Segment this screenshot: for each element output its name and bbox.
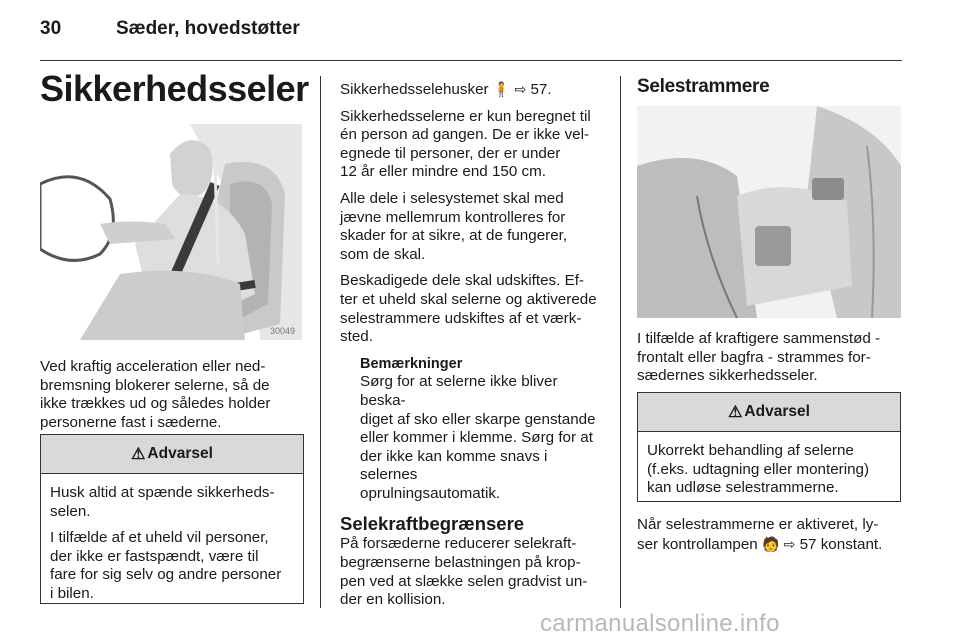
paragraph: Beskadigede dele skal udskiftes. Ef- ter et uheld skal selerne og aktiverede selestrammere udskiftes af et værk- sted. [340,272,597,346]
airbag-tensioner-lamp-icon: 🧑 [761,535,780,552]
section-heading: Selekraftbegrænsere [340,513,525,535]
paragraph: På forsæderne reducerer selekraft- begrænserne belastningen på krop- pen ved at slække selen gradvist un- der en kollision. [340,535,588,609]
image-code: 30049 [270,326,296,336]
paragraph: Alle dele i selesystemet skal med jævne mellemrum kontrolleres for skader for at sikre, at de fungerer, som de skal. [340,189,568,263]
reference-arrow-icon: ⇨ [783,535,796,552]
page-title: Sikkerhedsseler [40,68,309,109]
note-title: Bemærkninger [360,355,463,372]
warning-box-buckle-up [40,434,304,604]
control-lamp-paragraph: Når selestrammerne er aktiveret, ly- ser kontrollampen 🧑 ⇨ 57 konstant. [637,516,883,553]
warning-header: ⚠ Advarsel [638,393,900,432]
warning-body: Husk altid at spænde sikkerheds- selen. I tilfælde af et uheld vil personer, der ikke er fastspændt, være til fare for sig selv og andre personer i bilen. [50,484,282,602]
note-block: Bemærkninger Sørg for at selerne ikke bliver beska- diget af sko eller skarpe genstande eller kommer i klemme. Sørg for at der ikke kan komme snavs i selernes oprulningsautomatik. [340,355,605,504]
paragraph: Sikkerhedsselerne er kun beregnet til én person ad gangen. De er ikke vel- egnede til personer, der er under 12 år eller mindre end 150 cm. [340,107,591,181]
seatbelt-driver-illustration [40,124,302,340]
section-title: Sæder, hovedstøtter [116,18,300,39]
warning-triangle-icon: ⚠ [131,446,146,463]
column-divider-1 [320,76,321,608]
column-2 [340,80,605,618]
belt-tensioner-illustration [637,106,901,318]
header-rule [40,60,902,61]
warning-box-tensioner [637,392,901,502]
column-divider-2 [620,76,621,608]
section-heading: Selestrammere [637,76,770,97]
reminder-reference: Sikkerhedsselehusker 🧍 ⇨ 57. [340,81,552,98]
warning-header: ⚠ Advarsel [41,435,303,474]
warning-triangle-icon: ⚠ [728,404,743,421]
reference-arrow-icon: ⇨ [514,81,527,97]
watermark: carmanualsonline.info [540,610,780,637]
tensioner-paragraph: I tilfælde af kraftigere sammenstød - frontalt eller bagfra - strammes for- sædernes sikkerhedsseler. [637,330,881,385]
page-number: 30 [40,18,62,39]
intro-paragraph: Ved kraftig acceleration eller ned- bremsning blokerer selerne, så de ikke trækkes ud og således holder personerne fast i sæderne. [40,358,271,431]
seatbelt-reminder-icon: 🧍 [492,81,511,97]
warning-body: Ukorrekt behandling af selerne (f.eks. udtagning eller montering) kan udløse selestrammerne. [647,442,870,497]
